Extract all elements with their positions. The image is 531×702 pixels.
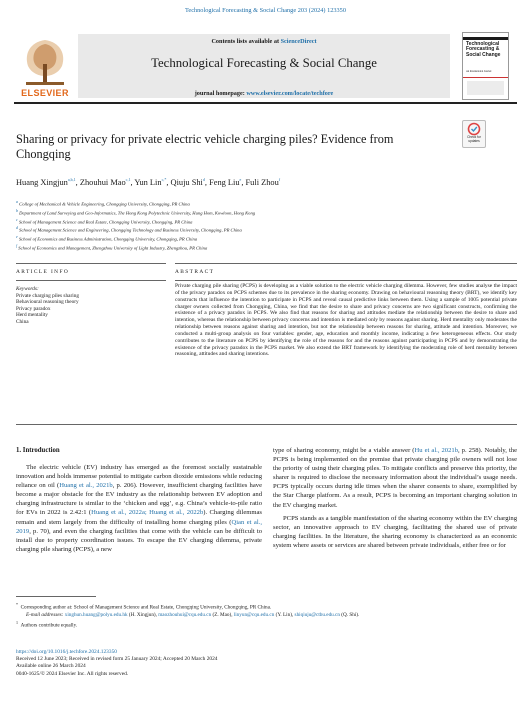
contents-line — [78, 38, 450, 45]
intro-paragraph — [16, 463, 262, 554]
divider — [16, 280, 166, 281]
affiliation-text: School of Management Science and Real Estate, Chongqing University, Chongqing, PR China — [18, 219, 193, 225]
text-run: type of sharing economy, might be a viable answer ( — [273, 447, 415, 454]
citation-link[interactable]: Qian et al., 2019 — [16, 518, 262, 535]
homepage-line — [78, 90, 450, 97]
affiliation-text: School of Management Science and Engineering, Chongqing Technology and Business University, Chongqing, PR China — [19, 228, 242, 234]
publisher-name: ELSEVIER — [21, 88, 69, 98]
author-name[interactable]: Huang Xingjun — [16, 177, 68, 187]
article-info-heading: ARTICLE INFO — [16, 269, 70, 275]
doi-link[interactable]: https://doi.org/10.1016/j.techfore.2024.123350 — [16, 649, 117, 655]
affiliation-mark: d — [16, 225, 18, 231]
email-label: E-mail addresses: — [26, 611, 64, 618]
cover-rule — [463, 77, 508, 78]
keyword: Private charging piles sharing — [16, 292, 80, 299]
footnote-mark-1: 1 — [16, 619, 18, 625]
keyword: Herd mentality — [16, 312, 48, 319]
divider — [16, 263, 166, 264]
email-owner: (Q. Shi). — [339, 611, 360, 618]
author-affiliation-marks[interactable]: e — [239, 177, 242, 182]
author-name[interactable]: Zhouhui Mao — [79, 177, 126, 187]
affiliation-item — [16, 199, 516, 208]
equal-contribution-note — [16, 619, 517, 630]
cover-title: Technological Forecasting & Social Change — [466, 41, 501, 58]
text-run: The electric vehicle (EV) industry has emerged as the foremost socially sustainable innovation and holds immense potential to mitigate carbon dioxide emissions while reducing reliance on oil ( — [16, 464, 262, 490]
cover-image-block — [467, 81, 504, 95]
keywords-label: Keywords: — [16, 286, 39, 292]
author-name[interactable]: Yun Lin — [134, 177, 162, 187]
author[interactable] — [209, 178, 241, 187]
text-run: , p. 258). Notably, the PCPS is being implemented on the premise that private charging pile owners will not lose the priority of using their charging piles. To mitigate conflicts and preserve this priority, the sharer is required to disclose the necessary information about the individual’s usage needs. PCPS typically occurs during idle times when the sharer consents to share, exemplified by the Star Charge platform. As a result, PCPS is becoming an important charging solution in the EV charging market. — [273, 447, 517, 509]
cover-subtitle: An International Journal — [466, 70, 492, 73]
author-affiliation-marks[interactable]: c,* — [161, 177, 167, 182]
affiliation-mark: e — [16, 234, 18, 240]
affiliation-list — [16, 199, 516, 252]
intro-paragraph: PCPS stands as a tangible manifestation of the sharing economy within the EV charging sector, an innovative approach to EV charging, facilitating the shared use of private charging facilities. In the literature, the sharing economy is characterized as an economic system where assets or services are shared between private individuals, either free or for — [273, 514, 517, 549]
citation-link[interactable]: Huang et al., 2022a; Huang et al., 2022b — [91, 509, 204, 517]
author[interactable] — [246, 178, 281, 187]
email-owner: (Z. Mao), — [211, 611, 234, 618]
email-addresses — [16, 612, 517, 619]
running-head[interactable]: Technological Forecasting & Social Change 203 (2024) 123350 — [185, 7, 346, 14]
journal-title: Technological Forecasting & Social Change — [151, 56, 377, 70]
asterisk-mark: * — [16, 602, 18, 607]
footnotes — [16, 601, 517, 629]
equal-contribution-text: Authors contribute equally. — [20, 622, 78, 629]
text-run: , p. 70), and even the charging facilities that come with the vehicle can be difficult to install due to property coordination issues. To escape the EV charging dilemma, private charging pile sharing (PCPS), a new — [16, 527, 262, 553]
journal-cover-thumbnail[interactable] — [462, 32, 509, 100]
affiliation-text: School of Economics and Management, Zhengzhou University of Light Industry, Zhengzhou, PR China — [18, 245, 208, 251]
affiliation-item — [16, 225, 516, 234]
contents-prefix: Contents lists available at — [211, 38, 281, 45]
author-affiliation-marks[interactable]: d — [202, 177, 205, 182]
elsevier-logo[interactable] — [16, 32, 74, 102]
divider — [175, 280, 517, 281]
intro-column-right — [273, 446, 517, 550]
intro-column-left — [16, 463, 262, 554]
citation-link[interactable]: Hu et al., 2021b — [414, 447, 458, 454]
homepage-link[interactable]: www.elsevier.com/locate/techfore — [246, 90, 334, 97]
author-affiliation-marks[interactable]: c,1 — [125, 177, 131, 182]
affiliation-mark: b — [16, 207, 18, 213]
divider — [16, 424, 517, 425]
check-for-updates-button[interactable] — [462, 120, 486, 148]
affiliation-mark: f — [16, 243, 18, 249]
author-list: Huang Xingjun$^{a,b,1}$, Zhouhui Mao$^{c,1}$, Yun Lin$^{c,*}$, Qiuju Shi$^d$, Feng Liu$^e$, Fuli Zhou$^f$ — [16, 177, 281, 187]
abstract-text: Private charging pile sharing (PCPS) is developing as a viable solution to the electric vehicle charging dilemma. However, few studies analyse the impact of the privacy paradox on PCPS schemes due to its prevalence in the sharing economy. Drawing on behavioural reasoning theory (BRT), we identify key constructs that influence the intention to participate in PCPS and reveal causal predictive links between them. Using a sample of 1005 potential private charger owners collected from Chongqing, China, we find that the desire to share and privacy concerns are two significant constructs, confirming the existence of a privacy paradox in PCPS. We also find that reasons for sharing and attitudes mediate the relationship between the desire to share and intention, whereas the relationship between privacy concerns and intention is mediated only by reasons against sharing. Herd mentality only moderates the relationship between reasons against sharing and intention, but not the relationship between reasons for sharing, attitude and intention. Moreover, we conducted a multi-group analysis on four variables: gender, age, education and monthly income, indicating a few heterogeneous effects. Our study contributes to the literature on PCPS by identifying the role of the reasons for and the reasons against participating in PCPS and by demonstrating the existence of the privacy paradox in the PCPS market. We also extend the BRT framework by identifying the moderating role of herd mentality between reasoning, attitudes and sharing intentions. — [175, 283, 517, 358]
affiliation-item — [16, 217, 516, 226]
keyword: Privacy paradox — [16, 305, 51, 312]
author-name[interactable]: Fuli Zhou — [245, 177, 279, 187]
received-dates: Received 12 June 2023; Received in revised form 25 January 2024; Accepted 20 March 2024 — [16, 656, 218, 663]
homepage-prefix: journal homepage: — [194, 90, 247, 97]
header-rule — [14, 102, 517, 104]
affiliation-text: School of Economics and Business Administration, Chongqing University, Chongqing, PR China — [18, 236, 198, 242]
email-link[interactable]: shiqiuju@ctbu.edu.cn — [294, 611, 340, 618]
author[interactable] — [80, 178, 131, 187]
author-affiliation-marks[interactable]: f — [278, 177, 281, 182]
author[interactable] — [171, 178, 205, 187]
keyword: Behavioural reasoning theory — [16, 299, 79, 306]
email-link[interactable]: xinghun.huang@polyu.edu.hk — [64, 611, 128, 618]
abstract-heading: ABSTRACT — [175, 269, 215, 275]
affiliation-text: Department of Land Surveying and Geo-Informatics, The Hong Kong Polytechnic University, Hung Hom, Kowloon, Hong Kong — [19, 210, 256, 216]
citation-link[interactable]: Huang et al., 2021b — [59, 482, 113, 490]
affiliation-mark: c — [16, 216, 18, 222]
article-meta — [16, 649, 316, 678]
text-run: , p. 206). However, insufficient charging facilities have become a major obstacle for the EV industry as the relationship between EV adoption and charging infrastructure is similar to the ‘chicken and egg’, e.g. China’s vehicle-to-pile ratio for EVs in 2022 is 2.42:1 ( — [16, 482, 262, 517]
section-heading-introduction: 1. Introduction — [16, 447, 60, 454]
intro-paragraph — [273, 446, 517, 510]
available-online: Available online 26 March 2024 — [16, 663, 86, 670]
affiliation-item — [16, 243, 516, 252]
author-affiliation-marks[interactable]: a,b,1 — [67, 177, 76, 182]
author-name[interactable]: Qiuju Shi — [170, 177, 203, 187]
corresponding-author-note — [16, 601, 517, 612]
email-link[interactable]: maozhouhui@cqu.edu.cn — [158, 611, 212, 618]
affiliation-mark: a — [16, 199, 18, 204]
text-run: ). Charging dilemmas remain and stem largely from the difficulty of installing home charging piles ( — [16, 509, 263, 526]
email-owner: (H. Xingjun), — [127, 611, 159, 618]
affiliation-item — [16, 208, 516, 217]
cover-band — [463, 37, 508, 40]
corresponding-author-text: Corresponding author at: School of Management Science and Real Estate, Chongqing University, Chongqing, PR China. — [20, 604, 272, 611]
author[interactable] — [16, 178, 76, 187]
author-name[interactable]: Feng Liu — [209, 177, 240, 187]
email-link[interactable]: linyun@cqu.edu.cn — [233, 611, 275, 618]
paper-title: Sharing or privacy for private electric vehicle charging piles? Evidence from Chongqing — [16, 132, 394, 161]
affiliation-text: College of Mechanical & Vehicle Engineering, Chongqing University, Chongqing, PR China — [19, 201, 190, 207]
keyword: China — [16, 318, 29, 325]
author[interactable] — [134, 178, 166, 187]
keywords-list — [16, 293, 166, 326]
email-owner: (Y. Lin), — [274, 611, 295, 618]
copyright: 0040-1625/© 2024 Elsevier Inc. All rights reserved. — [16, 670, 129, 677]
footnote-rule — [16, 596, 96, 597]
affiliation-item — [16, 234, 516, 243]
divider — [175, 263, 517, 264]
check-updates-label: Check for updates — [467, 135, 481, 143]
keywords-block — [16, 286, 166, 326]
sciencedirect-link[interactable]: ScienceDirect — [280, 38, 317, 45]
